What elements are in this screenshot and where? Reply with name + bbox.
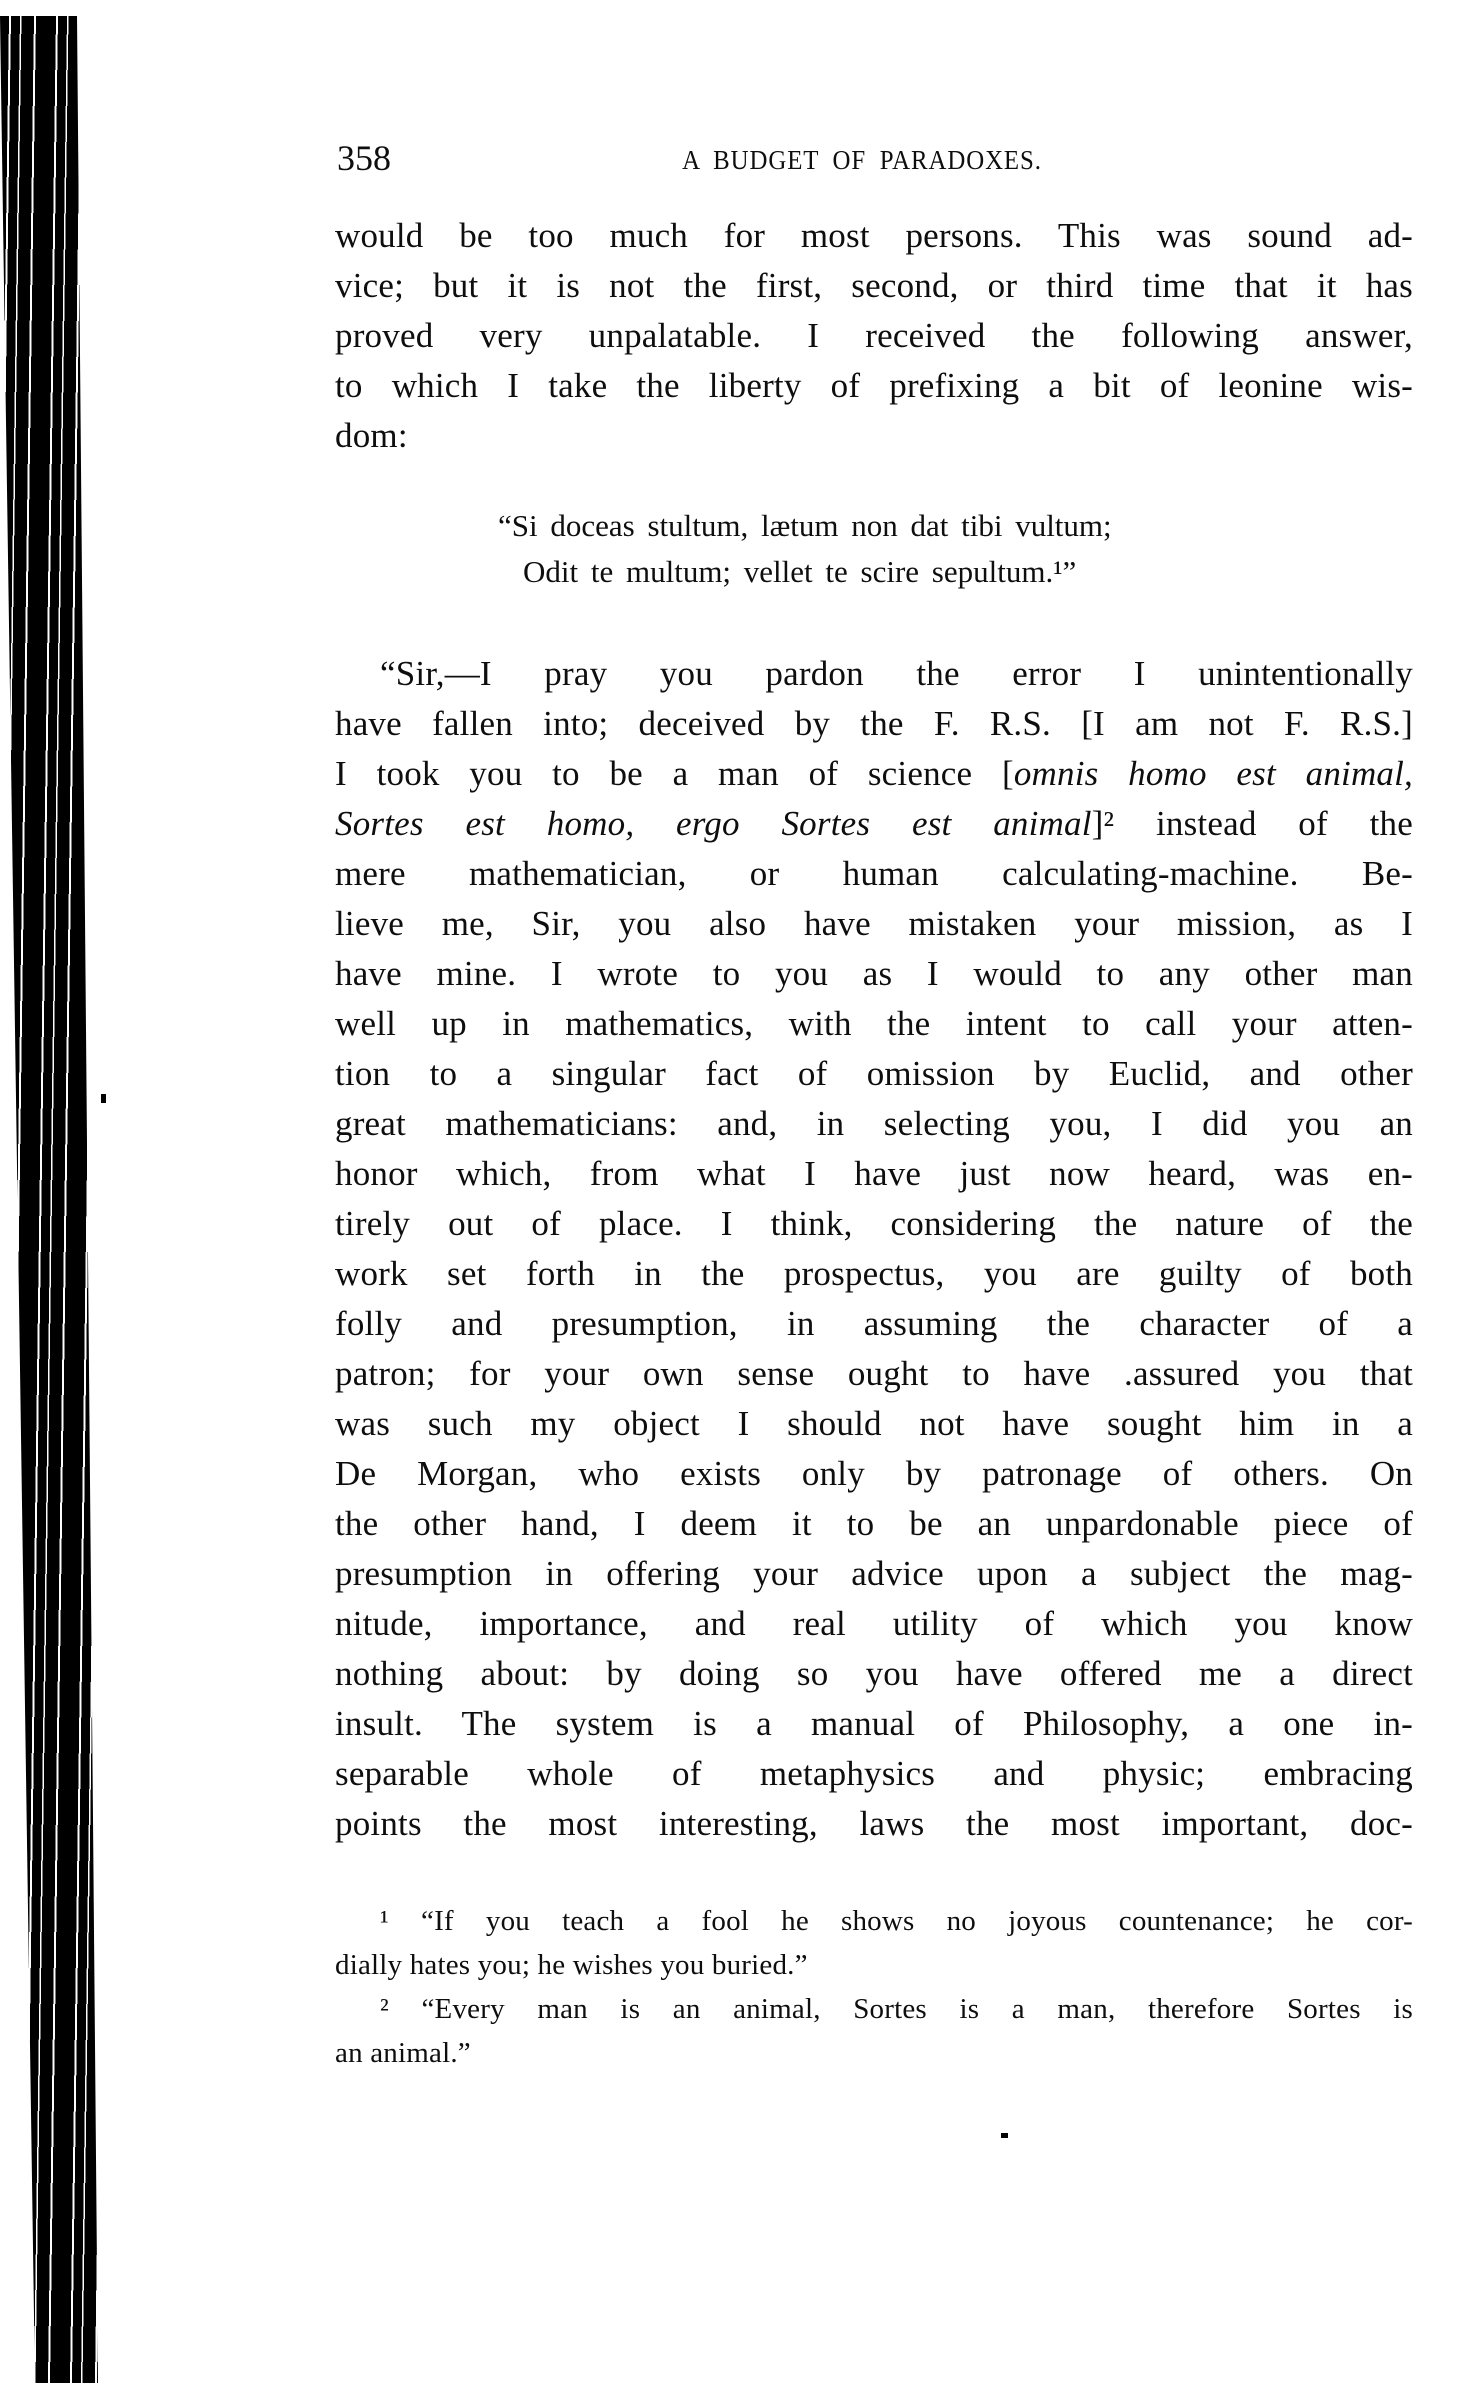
letter-line xyxy=(335,749,1413,799)
footnote-line: dially hates you; he wishes you buried.” xyxy=(335,1949,808,1981)
letter-line: have fallen into; deceived by the F. R.S. [I am not F. R.S.] xyxy=(335,704,1413,743)
footnote-line: an animal.” xyxy=(335,2037,471,2069)
text-line: proved very unpalatable. I received the following answer, xyxy=(335,316,1413,355)
letter-line: work set forth in the prospectus, you are guilty of both xyxy=(335,1254,1413,1293)
footnote-line: ¹ “If you teach a fool he shows no joyous countenance; he cor- xyxy=(380,1905,1413,1937)
letter-line: honor which, from what I have just now heard, was en- xyxy=(335,1154,1413,1193)
latin-quote xyxy=(498,503,1112,595)
letter-text: I took you to be a man of science [ xyxy=(335,754,1014,793)
ink-speck xyxy=(1001,2133,1008,2138)
letter-line xyxy=(335,799,1413,849)
letter-line: De Morgan, who exists only by patronage of others. On xyxy=(335,1454,1413,1493)
italic-phrase: Sortes est homo, ergo Sortes est animal xyxy=(335,804,1092,843)
letter-line: nitude, importance, and real utility of which you know xyxy=(335,1604,1413,1643)
running-title: A BUDGET OF PARADOXES. xyxy=(682,145,1042,175)
letter-line: tirely out of place. I think, considering the nature of the xyxy=(335,1204,1413,1243)
letter-line: presumption in offering your advice upon a subject the mag- xyxy=(335,1554,1413,1593)
text-line: dom: xyxy=(335,416,408,455)
page-number: 358 xyxy=(337,138,391,178)
letter-line: nothing about: by doing so you have offered me a direct xyxy=(335,1654,1413,1693)
letter-text: ]² instead of the xyxy=(1091,804,1413,843)
text-line: vice; but it is not the first, second, or third time that it has xyxy=(335,266,1413,305)
footnotes xyxy=(335,1899,1413,2075)
letter-line: was such my object I should not have sought him in a xyxy=(335,1404,1413,1443)
page-header xyxy=(335,140,1413,180)
paragraph-opening xyxy=(335,211,1413,461)
letter-line: mere mathematician, or human calculating-machine. Be- xyxy=(335,854,1413,893)
italic-phrase: omnis homo est animal, xyxy=(1013,754,1413,793)
ink-speck xyxy=(101,1094,106,1103)
letter-line: folly and presumption, in assuming the character of a xyxy=(335,1304,1413,1343)
letter-line: separable whole of metaphysics and physic; embracing xyxy=(335,1754,1413,1793)
letter-line: insult. The system is a manual of Philosophy, a one in- xyxy=(335,1704,1413,1743)
quote-line: “Si doceas stultum, lætum non dat tibi vultum; xyxy=(498,508,1112,543)
text-line: to which I take the liberty of prefixing a bit of leonine wis- xyxy=(335,366,1413,405)
text-line: would be too much for most persons. This was sound ad- xyxy=(335,216,1413,255)
letter-line: well up in mathematics, with the intent to call your atten- xyxy=(335,1004,1413,1043)
letter-line: “Sir,—I pray you pardon the error I unintentionally xyxy=(380,654,1413,693)
letter-line: tion to a singular fact of omission by Euclid, and other xyxy=(335,1054,1413,1093)
letter-line: have mine. I wrote to you as I would to any other man xyxy=(335,954,1413,993)
letter-line: great mathematicians: and, in selecting you, I did you an xyxy=(335,1104,1413,1143)
letter-line: points the most interesting, laws the most important, doc- xyxy=(335,1804,1413,1843)
binding-shadow xyxy=(0,16,110,2383)
letter-line: the other hand, I deem it to be an unpardonable piece of xyxy=(335,1504,1413,1543)
letter-line: lieve me, Sir, you also have mistaken your mission, as I xyxy=(335,904,1413,943)
text-column xyxy=(335,0,1413,2383)
letter-line: patron; for your own sense ought to have .assured you that xyxy=(335,1354,1413,1393)
letter-paragraph xyxy=(335,649,1413,1849)
footnote-line: ² “Every man is an animal, Sortes is a man, therefore Sortes is xyxy=(380,1993,1413,2025)
quote-line: Odit te multum; vellet te scire sepultum.¹” xyxy=(523,554,1077,589)
